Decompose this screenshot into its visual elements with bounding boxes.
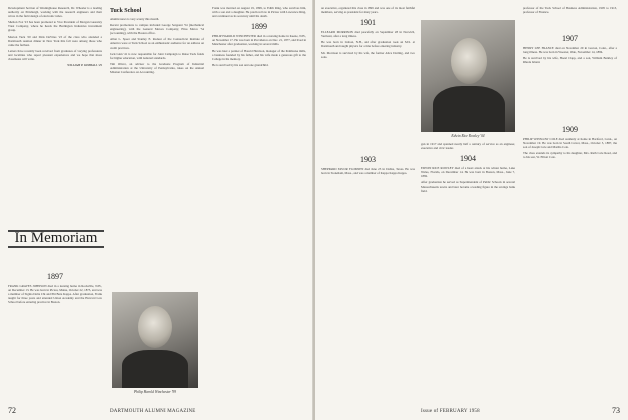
tuck-school-heading: Tuck School (110, 8, 142, 14)
left-col1-para3: Morton Tuck '20 and Dick DeVries '23 of the class who attended a Dartmouth reunion dinner in New York this fall were among those who came the farthest. (8, 34, 102, 47)
right-page-footer: Issue of FEBRUARY 1958 (421, 409, 480, 414)
tuck-para2: Recent promotions to campus included George Sergeant '54 (mechanical engineering), with the General Motors Company; Elias Marco '54 (accounting), with the Boston office. (110, 23, 204, 36)
tuck-para1: Alumni news is very scanty this month. (110, 17, 160, 21)
right-col3-para2: He is survived by his wife, Hazel Clapp, and a son, William Bentley of Rhode Island. (523, 56, 617, 65)
obituary-johnson: FRANK GRAVES JOHNSON died in a nursing home in Rockville, N.H., on December 13. He was born in Pictou, Maine, October 22, 1875, and was a member of Sigma Delta Chi and Phi Beta Kappa. After graduation, Frank taught for three years and attended Union Academy and the Harvard Law School before entering practice in Boston. (8, 284, 102, 305)
right-column-2 (421, 142, 515, 195)
left-col1-para2: Shelton Fox '23 has been promoted to Vice President of Morgan Guaranty Trust Company, where he heads the Burlington Industries investment group. (8, 20, 102, 33)
right-col1-top-text: an executive, organized this class in 1899 and was one of its most faithful members, serving as president for many years. (321, 6, 415, 15)
right-column-1 (321, 6, 415, 177)
left-column-3 (212, 6, 306, 69)
left-col3-para3: He is survived by his son and one grandchild. (212, 62, 269, 67)
in-memoriam-title: In Memoriam (14, 230, 98, 246)
obituary-rowley: EDWIN RICE ROWLEY died of a heart attack at his winter home, Lake Wales, Florida, on December 14. He was born in Boston, Mass., June 7, 1882. (421, 166, 515, 179)
right-col3-para4: The class extends its sympathy to his daughter, Mrs. Ruth Cole Reed, and to his son, W. Elliott Cole. (523, 150, 617, 159)
class-year-1904: 1904 (460, 154, 476, 164)
class-year-1899: 1899 (251, 22, 267, 32)
right-col1-para3: Mr. Morrison is survived by his wife, the former Alice Darling, and two sons. (321, 50, 415, 59)
portrait-suit (122, 350, 188, 388)
left-column-1 (8, 6, 102, 67)
left-col1-para4: Letters have recently been received from graduates of varying professions and localities who report pleasant experiences and we hope that more classmates will write. (8, 48, 102, 62)
in-memoriam-banner (8, 222, 104, 262)
left-page-number: 72 (8, 406, 16, 415)
rowley-portrait-photo (421, 20, 515, 132)
class-year-1901: 1901 (360, 18, 376, 28)
tuck-para5: Tim Oliver, an advisor to the Graduate Program of Industrial Administration at the University of Pennsylvania, takes on the Annual Mission Conference on Accounting. (110, 61, 204, 75)
obituary-morrison: ELLEARD MORRISON died peacefully on September 28 in Norwich, Vermont, after a long illness. (321, 30, 415, 39)
winchester-photo-caption: Philip Harold Winchester '99 (133, 390, 177, 394)
left-column-1-lower (8, 268, 102, 306)
obituary-winchester: PHILIP HAROLD WINCHESTER died in a nursing home in Keene, N.H., on November 17. He was born in Providence on Dec. 21, 1877, and lived in Manchester after graduation, working in several mills. (212, 34, 306, 47)
right-column-3 (523, 6, 617, 161)
tuck-para3: Allan L. Speer and Stanley E. Rodeur of the Connecticut Institute of America were at Tuck School as an enthusiastic audience for an address on credit practices. (110, 37, 204, 50)
class-year-1907: 1907 (562, 34, 578, 44)
obituary-cole: PHILIP WINSLOW COLE died suddenly at home in Hartford, Conn., on November 19. He was born in South Carver, Mass., October 5, 1887, the son of Joseph Cole and Martha Cole. (523, 136, 617, 149)
class-year-1909: 1909 (562, 124, 578, 134)
left-column-2 (110, 6, 204, 76)
left-page-footer: DARTMOUTH ALUMNI MAGAZINE (110, 409, 196, 414)
right-col2-para1: gan in 1917 and spanned nearly half a century of service as an engineer, executive and civic leader. (421, 142, 515, 151)
portrait-face (138, 306, 172, 348)
right-col2-para3: After graduation he served as Superintendent of Public Schools in several Massachusetts towns and later became a leading figure in the savings bank field. (421, 180, 515, 193)
right-page-number: 73 (612, 406, 620, 415)
left-page (0, 0, 313, 420)
left-col3-top-text: Frank was married on August 19, 1899, to Edith Ring, who survives him, with a son and a daughter. He practiced law in Pictou with Lawrence Ring, and continued as its secretary until his death. (212, 6, 306, 19)
right-page (315, 0, 628, 420)
right-col3-top-text: professor of the Tuck School of Business Administration, 1905 to 1913, professor of Finance. (523, 6, 617, 15)
class-year-1897: 1897 (47, 272, 63, 281)
rowley-photo-caption: Edwin Rice Rowley '04 (451, 134, 485, 138)
tuck-para4: Jack Glen '41 is now responsible for Joint Campaign to Raise Tuck funds for higher education, with national standards. (110, 51, 204, 60)
portrait-face (451, 38, 487, 84)
obituary-france: HENRY LEE FRANCE died on November 29 in Groton, Conn., after a long illness. He was born in Wooster, Ohio, November 14, 1884. (523, 46, 617, 55)
obituary-flomsen: SHEPPARD FAVOR FLOMSEN died June 23 in Dallas, Texas. He was born in Stoneham, Mass., and was a member of Kappa Kappa Kappa. (321, 166, 415, 175)
class-year-1903: 1903 (360, 154, 376, 164)
left-col1-top-text: Development Section of Westinghouse Research, Dr. Wheeler is a leading authority on Pittsburgh, working with the research engineers and their wives in the field design of electronic tubes. (8, 6, 102, 19)
class-secretary-signature: WILLIAM P. KIMBALL '29 (67, 63, 102, 68)
portrait-suit (433, 86, 505, 132)
right-col1-para2: He was born in Lisbon, N.H., and after graduation took an M.S. at Dartmouth and taught physics for a time before entering industry. (321, 40, 415, 49)
left-col3-para2: He was later a partner of Harold Harrison, manager of the Pembroke mills, a business founded by his father, and his wife made a generous gift to the College in his memory. (212, 48, 306, 61)
winchester-portrait-photo (112, 292, 198, 388)
